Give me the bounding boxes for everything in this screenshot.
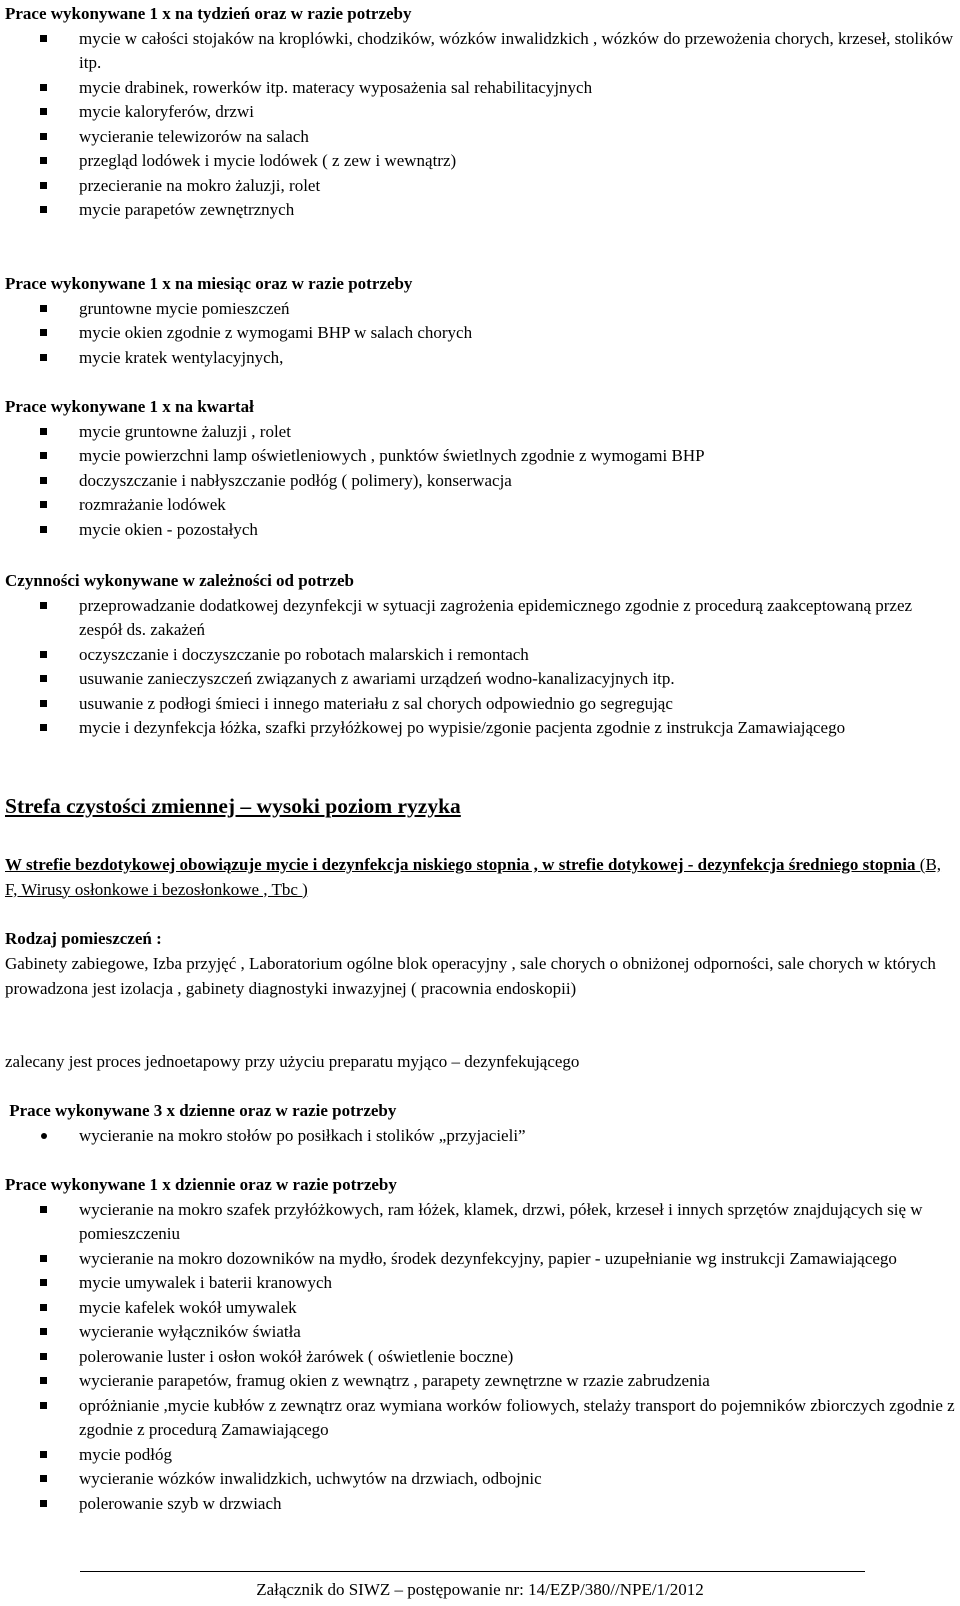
section-heading: Prace wykonywane 1 x na tydzień oraz w razie potrzeby: [5, 4, 412, 23]
zone-rule-pathogens: (B, F, Wirusy osłonkowe i bezosłonkowe , Tbc ): [5, 855, 942, 899]
section-heading: Prace wykonywane 1 x dziennie oraz w razie potrzeby: [5, 1175, 397, 1194]
square-bullet-icon: [40, 651, 47, 658]
list-item: polerowanie szyb w drzwiach: [5, 1492, 955, 1517]
footer-reference: Załącznik do SIWZ – postępowanie nr: 14/EZP/380//NPE/1/2012: [256, 1580, 704, 1599]
square-bullet-icon: [40, 133, 47, 140]
task-list: [5, 420, 955, 543]
list-item: gruntowne mycie pomieszczeń: [5, 297, 955, 322]
square-bullet-icon: [40, 1206, 47, 1213]
square-bullet-icon: [40, 108, 47, 115]
square-bullet-icon: [40, 1402, 47, 1409]
list-item: opróżnianie ,mycie kubłów z zewnątrz oraz wymiana worków foliowych, stelaży transport do pojemników zbiorczych zgodnie z zgodnie z procedurą Zamawiającego: [5, 1394, 955, 1443]
section-quarterly: [5, 395, 955, 542]
zone-title: Strefa czystości zmiennej – wysoki poziom ryzyka: [5, 794, 461, 818]
square-bullet-icon: [40, 329, 47, 336]
square-bullet-icon: [40, 206, 47, 213]
square-bullet-icon: [40, 675, 47, 682]
list-item: mycie gruntowne żaluzji , rolet: [5, 420, 955, 445]
list-item: mycie kaloryferów, drzwi: [5, 100, 955, 125]
round-bullet-icon: [41, 1133, 47, 1139]
task-list: [5, 1198, 955, 1517]
square-bullet-icon: [40, 700, 47, 707]
section-daily: [5, 1173, 955, 1516]
list-item: mycie podłóg: [5, 1443, 955, 1468]
list-item: przegląd lodówek i mycie lodówek ( z zew i wewnątrz): [5, 149, 955, 174]
section-weekly: [5, 2, 955, 223]
section-as-needed: [5, 569, 955, 741]
section-heading: Prace wykonywane 1 x na kwartał: [5, 397, 254, 416]
list-item: wycieranie na mokro szafek przyłóżkowych, ram łóżek, klamek, drzwi, półek, krzeseł i innych sprzętów znajdujących się w pomieszczeniu: [5, 1198, 955, 1247]
list-item: usuwanie z podłogi śmieci i innego materiału z sal chorych odpowiednio go segregując: [5, 692, 955, 717]
square-bullet-icon: [40, 1500, 47, 1507]
list-item: mycie w całości stojaków na kroplówki, chodzików, wózków inwalidzkich , wózków do przewożenia chorych, krzeseł, stolików itp.: [5, 27, 955, 76]
list-item: wycieranie wózków inwalidzkich, uchwytów na drzwiach, odbojnic: [5, 1467, 955, 1492]
section-heading: Prace wykonywane 3 x dzienne oraz w razie potrzeby: [5, 1101, 397, 1120]
square-bullet-icon: [40, 1377, 47, 1384]
zone-rule-bold: W strefie bezdotykowej obowiązuje mycie i dezynfekcja niskiego stopnia , w strefie dotykowej - dezynfekcja średniego stopnia: [5, 855, 916, 874]
square-bullet-icon: [40, 501, 47, 508]
square-bullet-icon: [40, 452, 47, 459]
square-bullet-icon: [40, 1279, 47, 1286]
task-list: [5, 27, 955, 223]
square-bullet-icon: [40, 1255, 47, 1262]
list-item: mycie kafelek wokół umywalek: [5, 1296, 955, 1321]
section-three-daily: [5, 1099, 955, 1148]
list-item: mycie parapetów zewnętrznych: [5, 198, 955, 223]
zone-rule: [5, 853, 955, 902]
square-bullet-icon: [40, 477, 47, 484]
task-list: [5, 594, 955, 741]
square-bullet-icon: [40, 1353, 47, 1360]
list-item: mycie powierzchni lamp oświetleniowych , punktów świetlnych zgodnie z wymogami BHP: [5, 444, 955, 469]
square-bullet-icon: [40, 724, 47, 731]
list-item: oczyszczanie i doczyszczanie po robotach malarskich i remontach: [5, 643, 955, 668]
list-item: przeprowadzanie dodatkowej dezynfekcji w sytuacji zagrożenia epidemicznego zgodnie z procedurą zaakceptowaną przez zespół ds. zakażeń: [5, 594, 955, 643]
task-list: [5, 297, 955, 371]
list-item: mycie kratek wentylacyjnych,: [5, 346, 955, 371]
square-bullet-icon: [40, 1475, 47, 1482]
section-heading: Prace wykonywane 1 x na miesiąc oraz w razie potrzeby: [5, 274, 413, 293]
list-item: wycieranie wyłączników światła: [5, 1320, 955, 1345]
list-item: mycie okien - pozostałych: [5, 518, 955, 543]
list-item: doczyszczanie i nabłyszczanie podłóg ( polimery), konserwacja: [5, 469, 955, 494]
list-item: mycie i dezynfekcja łóżka, szafki przyłóżkowej po wypisie/zgonie pacjenta zgodnie z instrukcja Zamawiającego: [5, 716, 955, 741]
list-item: usuwanie zanieczyszczeń związanych z awariami urządzeń wodno-kanalizacyjnych itp.: [5, 667, 955, 692]
list-item: mycie drabinek, rowerków itp. materacy wyposażenia sal rehabilitacyjnych: [5, 76, 955, 101]
square-bullet-icon: [40, 84, 47, 91]
list-item: przecieranie na mokro żaluzji, rolet: [5, 174, 955, 199]
list-item: wycieranie na mokro stołów po posiłkach i stolików „przyjacieli”: [5, 1124, 955, 1149]
section-monthly: [5, 272, 955, 370]
square-bullet-icon: [40, 428, 47, 435]
list-item: wycieranie telewizorów na salach: [5, 125, 955, 150]
square-bullet-icon: [40, 602, 47, 609]
section-heading: Czynności wykonywane w zależności od potrzeb: [5, 571, 354, 590]
list-item: wycieranie parapetów, framug okien z wewnątrz , parapety zewnętrzne w rzazie zabrudzenia: [5, 1369, 955, 1394]
square-bullet-icon: [40, 305, 47, 312]
square-bullet-icon: [40, 526, 47, 533]
square-bullet-icon: [40, 157, 47, 164]
rooms-text: Gabinety zabiegowe, Izba przyjęć , Laboratorium ogólne blok operacyjny , sale chorych o obniżonej odporności, sale chorych w których prowadzona jest izolacja , gabinety diagnostyki inwazyjnej ( pracownia endoskopii): [5, 954, 936, 998]
list-item: mycie okien zgodnie z wymogami BHP w salach chorych: [5, 321, 955, 346]
process-note: zalecany jest proces jednoetapowy przy użyciu preparatu myjąco – dezynfekującego: [5, 1052, 580, 1071]
square-bullet-icon: [40, 1328, 47, 1335]
rooms-label: Rodzaj pomieszczeń :: [5, 929, 162, 948]
square-bullet-icon: [40, 1304, 47, 1311]
footer-rule: [80, 1571, 865, 1572]
square-bullet-icon: [40, 1451, 47, 1458]
square-bullet-icon: [40, 354, 47, 361]
list-item: mycie umywalek i baterii kranowych: [5, 1271, 955, 1296]
task-list: [5, 1124, 955, 1149]
square-bullet-icon: [40, 35, 47, 42]
square-bullet-icon: [40, 182, 47, 189]
list-item: rozmrażanie lodówek: [5, 493, 955, 518]
list-item: polerowanie luster i osłon wokół żarówek ( oświetlenie boczne): [5, 1345, 955, 1370]
list-item: wycieranie na mokro dozowników na mydło, środek dezynfekcyjny, papier - uzupełnianie wg instrukcji Zamawiającego: [5, 1247, 955, 1272]
